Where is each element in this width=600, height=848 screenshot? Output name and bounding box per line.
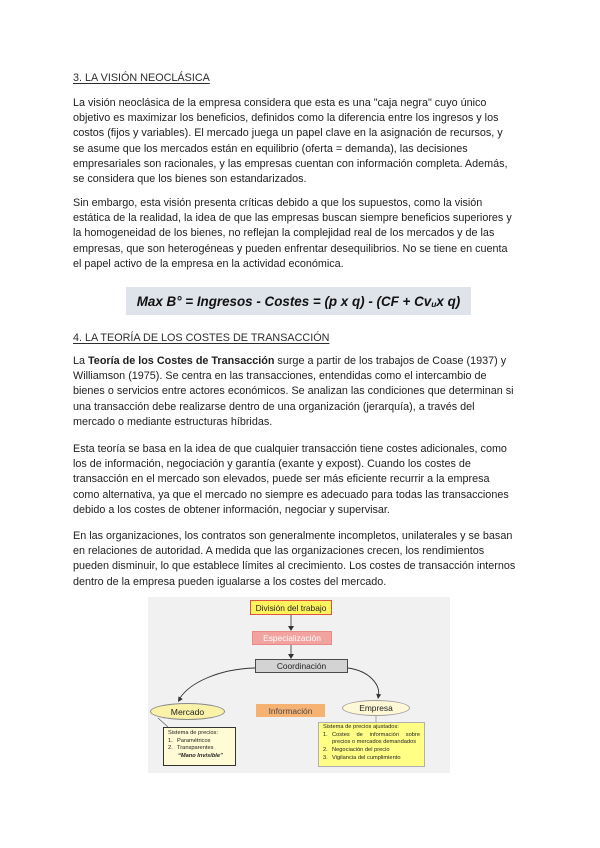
text-line: se asume que los mercados están en equilibrio (oferta = demanda), las decisiones: [73, 142, 468, 155]
section-4-paragraph-3: [73, 529, 543, 590]
text-line: bienes o servicios entre actores económicos. Se analizan las condiciones que determinan si: [73, 385, 514, 398]
list-number: 2.: [323, 747, 328, 754]
formula-subscript: u: [431, 299, 437, 309]
text-line: empresas, que son heterogéneas y pueden enfrentar desequilibrios. No se tiene en cuenta: [73, 242, 508, 255]
connector-mercado-to-prices-box: [158, 718, 168, 727]
text-run: La: [73, 355, 89, 367]
list-item: [323, 732, 420, 747]
especializacion-box: Especialización: [252, 631, 332, 645]
text-line: [73, 354, 543, 369]
section-3-heading: 3. LA VISIÓN NEOCLÁSICA: [73, 72, 210, 84]
bold-term: Teoría de los Costes de Transacción: [88, 355, 275, 367]
mercado-ellipse: Mercado: [150, 703, 225, 720]
adjusted-price-system-title: Sistema de precios ajustados:: [323, 724, 399, 730]
list-item: [168, 738, 231, 746]
list-text: Costes de información sobre precios o mercados demandados: [332, 731, 420, 746]
empresa-ellipse: Empresa: [342, 700, 410, 716]
formula-tail: x q): [436, 293, 461, 309]
text-run: surge a partir de los trabajos de Coase (1937) y: [274, 355, 507, 367]
text-line: se considera que los bienes son estandarizados.: [73, 173, 307, 186]
price-system-box: [163, 727, 236, 766]
section-4-paragraph-1: [73, 354, 543, 430]
text-line: Williamson (1975). Se centra en las transacciones, entendidas como el intercambio de: [73, 370, 487, 383]
list-text: Negociación del precio: [332, 747, 390, 754]
list-text: Transparentes: [177, 745, 214, 752]
section-4-paragraph-2: [73, 442, 543, 518]
informacion-box: Información: [256, 704, 325, 717]
adjusted-price-system-box: [318, 722, 425, 767]
list-item: [323, 755, 420, 763]
list-item: [168, 745, 231, 753]
list-item: [323, 747, 420, 755]
list-text: Paramétricos: [177, 737, 211, 744]
transaction-costs-diagram: [148, 597, 450, 773]
arrow-coordinacion-to-mercado: [180, 668, 255, 698]
text-line: en relaciones de autoridad. A medida que las organizaciones crecen, los rendimientos: [73, 545, 485, 558]
text-line: los de información, negociación y garantía (exante y expost). Cuando los costes de: [73, 458, 471, 471]
coordinacion-box: Coordinación: [255, 659, 348, 673]
price-system-title: Sistema de precios:: [168, 730, 218, 736]
text-line: empresariales son racionales, y las empresas cuentan con información completa. Además,: [73, 157, 508, 170]
text-line: el papel activo de la empresa en la actividad económica.: [73, 257, 344, 270]
text-line: dentro de la empresa pueden igualarse a los costes del mercado.: [73, 575, 387, 588]
profit-formula-box: [126, 287, 471, 315]
text-line: pueden disminuir, lo que establece límites al crecimiento. Los costes de transacción internos: [73, 560, 516, 573]
text-line: mercado o mediante estructuras híbridas.: [73, 415, 273, 428]
text-line: Sin embargo, esta visión presenta críticas debido a que los supuestos, como la visión: [73, 197, 483, 209]
formula-main: Max B° = Ingresos - Costes = (p x q) - (CF + Cv: [136, 293, 432, 309]
text-line: como alternativa, ya que el mercado no siempre es adecuado para todas las transacciones: [73, 488, 509, 501]
text-line: transacción en el mercado son elevados, puede ser más eficiente recurrir a la empresa: [73, 473, 490, 486]
list-number: 1.: [168, 737, 173, 744]
section-3-paragraph-1: [73, 96, 543, 187]
text-line: debido a los costes de obtener información, negociar y supervisar.: [73, 503, 390, 516]
section-3-paragraph-2: [73, 196, 543, 272]
list-text: Vigilancia del cumplimiento: [332, 754, 401, 761]
division-del-trabajo-box: División del trabajo: [250, 600, 332, 615]
list-number: 2.: [168, 745, 173, 752]
list-number: 1.: [323, 731, 328, 738]
text-line: Esta teoría se basa en la idea de que cualquier transacción tiene costes adicionales, como: [73, 443, 507, 455]
text-line: una transacción debe realizarse dentro de una organización (jerarquía), a través del: [73, 400, 475, 413]
section-4-heading: 4. LA TEORÍA DE LOS COSTES DE TRANSACCIÓN: [73, 332, 330, 344]
text-line: En las organizaciones, los contratos son generalmente incompletos, unilaterales y se basan: [73, 530, 513, 542]
text-line: costos (fijos y variables). El mercado juega un papel clave en la asignación de recursos, y: [73, 127, 503, 140]
text-line: estática de la realidad, la idea de que las empresas buscan siempre beneficios superiores y: [73, 212, 512, 225]
text-line: La visión neoclásica de la empresa considera que esta es una "caja negra" cuyo único: [73, 97, 487, 109]
arrow-coordinacion-to-empresa: [348, 668, 379, 695]
list-number: 3.: [323, 754, 328, 761]
arrowhead: [376, 694, 381, 699]
text-line: la homogeneidad de los bienes, no reflejan la complejidad real de los mercados y de las: [73, 227, 495, 240]
invisible-hand-note: “Mano Invisible”: [178, 753, 223, 760]
text-line: objetivo es maximizar los beneficios, definidos como la diferencia entre los ingresos y los: [73, 112, 499, 125]
